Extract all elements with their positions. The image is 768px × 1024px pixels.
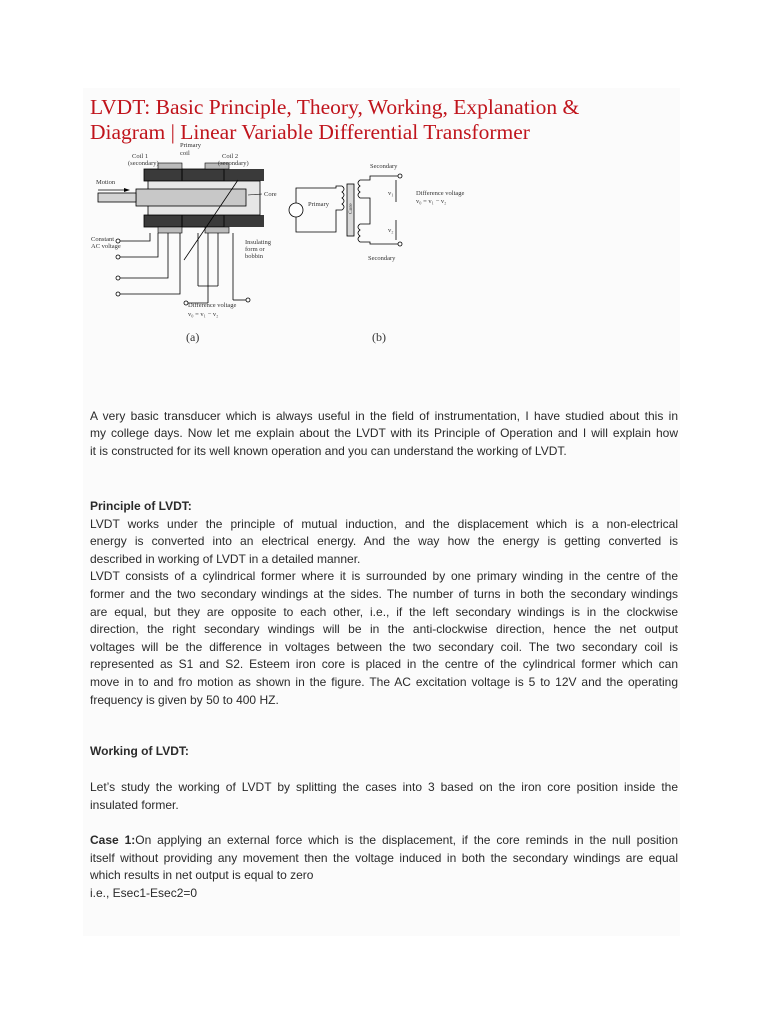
principle-line: LVDT consists of a cylindrical former where it is surrounded by one primary winding in the centre of the (90, 569, 678, 584)
principle-line: move in to and fro motion as shown in the figure. The AC excitation voltage is 5 to 12V and the operating (90, 674, 678, 689)
case1-label: Case 1: (90, 833, 136, 847)
label-core: Core (264, 191, 277, 198)
page-title (90, 95, 690, 145)
label-coil2: (secondary) (218, 160, 249, 167)
label-v2: v₂ (388, 227, 394, 234)
label-coil2: Coil 2 (222, 153, 239, 160)
label-v1: v₁ (388, 190, 394, 197)
lvdt-circuit-schematic (289, 163, 465, 344)
terminals (116, 239, 250, 305)
label-coil1: (secondary) (128, 160, 159, 167)
principle-line: described in working of LVDT in a detailed manner. (90, 551, 361, 566)
label-insulating: Insulating (245, 239, 271, 246)
title-line: LVDT: Basic Principle, Theory, Working, Explanation & (90, 95, 580, 119)
principle-line: former and the two secondary windings at the sides. The number of turns in both the secondary windings (90, 586, 678, 601)
case1-line: which results in net output is equal to zero (90, 868, 314, 882)
intro-line: A very basic transducer which is always useful in the field of instrumentation, I have studied about this in (90, 409, 678, 423)
primary-coil-icon (342, 186, 344, 210)
label-b-difference-formula: v₀ = v₁ − v₂ (416, 198, 447, 205)
intro-line: it is constructed for its well known operation and you can understand the working of LVDT. (90, 443, 567, 458)
principle-line: are equal, but they are opposite to each other, i.e., if the left secondary windings is in the clockwise (90, 604, 678, 619)
lvdt-construction-drawing (91, 142, 277, 344)
label-difference-formula: v₀ = v₁ − v₂ (188, 311, 219, 318)
case1-line (90, 832, 678, 850)
working-heading-block (90, 743, 678, 760)
label-coil1: Coil 1 (132, 153, 149, 160)
caption-a: (a) (186, 330, 200, 344)
motion-rod (98, 193, 136, 202)
label-difference-voltage: Difference voltage (188, 302, 237, 309)
intro-line: my college days. Now let me explain about the LVDT with its Principle of Operation and I will explain how (90, 426, 678, 441)
principle-heading: Principle of LVDT: (90, 499, 192, 513)
label-b-difference-voltage: Difference voltage (416, 190, 465, 197)
label-secondary-bottom: Secondary (368, 255, 396, 262)
label-constant-ac: Constant (91, 236, 115, 243)
label-primary-coil: coil (180, 150, 190, 157)
ac-source-icon (289, 203, 303, 217)
working-line: insulated former. (90, 797, 179, 812)
principle-line: energy is converted into an electrical energy. And the way how the energy is getting converted is (90, 534, 678, 549)
lvdt-diagram (88, 140, 508, 355)
principle-line: LVDT works under the principle of mutual induction, and the displacement which is a non-electrical (90, 516, 678, 531)
label-constant-ac: AC voltage (91, 243, 121, 250)
principle-section (90, 498, 678, 709)
secondary-coil-top-icon (358, 180, 360, 198)
primary-coil-hatch (158, 163, 182, 169)
label-insulating: bobbin (245, 253, 264, 260)
principle-line: voltages will be the difference in voltages between the two secondary coil. The two secondary coil is (90, 639, 678, 654)
case1-line: itself without providing any movement then the voltage induced in both the secondary windings are equal (90, 850, 678, 865)
label-primary-coil: Primary (180, 142, 201, 149)
case1-line: i.e., Esec1-Esec2=0 (90, 885, 198, 900)
case1-first-line: On applying an external force which is the displacement, if the core reminds in the null position (135, 833, 678, 847)
title-line: Diagram | Linear Variable Differential Transformer (90, 120, 530, 144)
working-heading: Working of LVDT: (90, 744, 189, 758)
case1-paragraph (90, 832, 678, 902)
principle-line: represented as S1 and S2. Esteem iron core is placed in the centre of the cylindrical former which can (90, 657, 678, 672)
label-motion: Motion (96, 179, 116, 186)
outer-winding-bottom (144, 215, 264, 227)
iron-core (136, 189, 246, 206)
secondary-coil-bottom-icon (358, 224, 360, 242)
working-line: Let’s study the working of LVDT by splitting the cases into 3 based on the iron core position inside the (90, 780, 678, 794)
label-secondary-top: Secondary (370, 163, 398, 170)
outer-winding-top (144, 169, 264, 181)
principle-line: frequency is given by 50 to 400 HZ. (90, 692, 279, 707)
label-primary: Primary (308, 201, 329, 208)
intro-paragraph (90, 408, 678, 460)
working-paragraph (90, 779, 678, 814)
principle-line: direction, the right secondary windings will be in the anti-clockwise direction, hence the net output (90, 622, 678, 637)
label-core-b: Core (348, 203, 354, 214)
label-insulating: form or (245, 246, 265, 253)
caption-b: (b) (372, 330, 386, 344)
